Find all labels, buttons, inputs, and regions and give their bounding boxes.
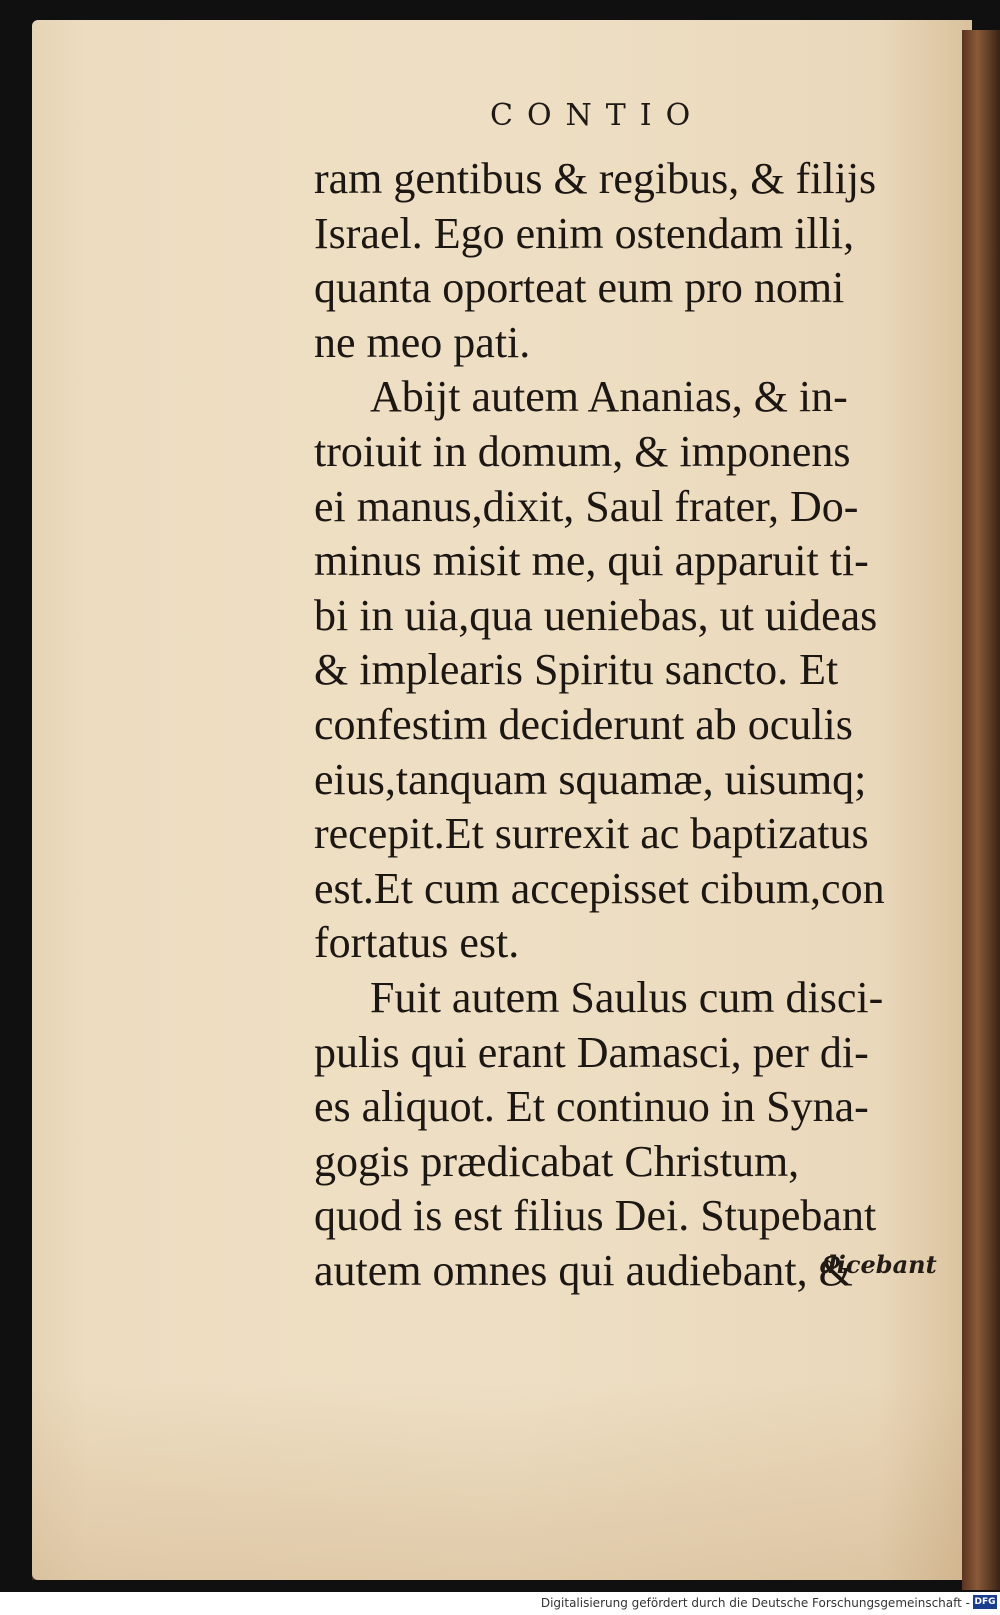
text-line: ram gentibus & regibus, & filijs <box>314 154 877 203</box>
footer-bar <box>0 1592 1000 1615</box>
text-line: & implearis Spiritu sancto. Et <box>314 645 839 695</box>
text-line: gogis prædicabat Christum, <box>314 1136 800 1186</box>
text-line: autem omnes qui audiebant, & <box>314 1245 853 1295</box>
text-line: bi in uia,qua ueniebas, ut uideas <box>314 590 878 640</box>
paper-stain <box>32 1380 967 1580</box>
text-line: Israel. Ego enim ostendam illi, <box>314 208 855 258</box>
book-edge <box>962 30 1000 1590</box>
running-head: CONTIO <box>490 98 705 133</box>
dfg-logo-icon: DFG <box>974 1597 996 1607</box>
text-line: ei manus,dixit, Saul frater, Do- <box>314 481 859 531</box>
text-line: es aliquot. Et continuo in Syna- <box>314 1082 869 1132</box>
text-line: Fuit autem Saulus cum disci- <box>370 972 884 1022</box>
text-line: minus misit me, qui apparuit ti- <box>314 536 869 586</box>
text-line: quod is est filius Dei. Stupebant <box>314 1191 877 1241</box>
text-line: quanta oporteat eum pro nomi <box>314 263 845 313</box>
text-line: pulis qui erant Damasci, per di- <box>314 1027 869 1077</box>
text-line: eius,tanquam squamæ, uisumq; <box>314 754 867 804</box>
text-line: fortatus est. <box>314 918 520 968</box>
funding-credit: Digitalisierung gefördert durch die Deutsche Forschungsgemeinschaft - <box>540 1596 970 1610</box>
text-line: troiuit in domum, & imponens <box>314 426 851 476</box>
catchword: dicebant <box>820 1250 937 1279</box>
text-line: est.Et cum accepisset cibum,con <box>314 863 885 913</box>
text-line: recepit.Et surrexit ac baptizatus <box>314 809 869 859</box>
text-line: ne meo pati. <box>314 317 531 367</box>
body-text <box>314 152 944 1298</box>
text-line: confestim deciderunt ab oculis <box>314 699 853 749</box>
text-line: Abijt autem Ananias, & in- <box>370 372 848 422</box>
